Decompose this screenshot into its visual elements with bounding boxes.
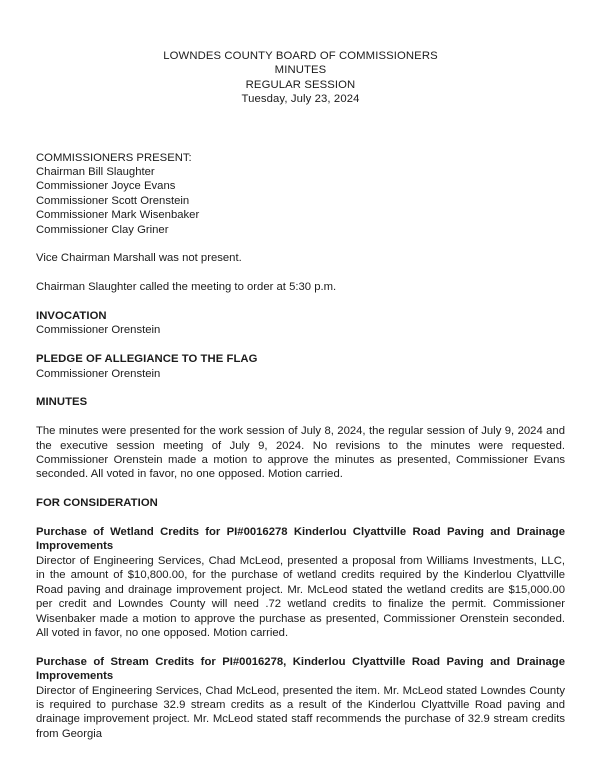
header-line-organization: LOWNDES COUNTY BOARD OF COMMISSIONERS (163, 50, 438, 62)
header-line-session: REGULAR SESSION (245, 78, 356, 91)
pledge-heading: PLEDGE OF ALLEGIANCE TO THE FLAG (36, 353, 258, 366)
consideration-item-title: Purchase of Wetland Credits for PI#0016278 Kinderlou Clyattville Road Paving and Drainage Improvements (36, 526, 565, 553)
attendance-block (36, 151, 565, 237)
minutes-paragraph: The minutes were presented for the work session of July 8, 2024, the regular session of July 9, 2024 and the executive session meeting of July 9, 2024. No revisions to the minutes were requested. Commissioner Orenstein made a motion to approve the minutes as presented, Commissioner Evans seconded. All voted in favor, no one opposed. Motion carried. (36, 425, 565, 481)
consideration-item-body: Director of Engineering Services, Chad McLeod, presented the item. Mr. McLeod stated Lowndes County is required to purchase 32.9 stream credits as a result of the Kinderlou Clyattville Road paving and drainage improvement project. Mr. McLeod stated staff recommends the purchase of 32.9 stream credits from Georgia (36, 684, 565, 740)
attendee-commissioner-orenstein: Commissioner Scott Orenstein (36, 194, 190, 207)
attendance-heading: COMMISSIONERS PRESENT: (36, 151, 192, 164)
for-consideration-heading: FOR CONSIDERATION (36, 497, 158, 510)
attendee-commissioner-evans: Commissioner Joyce Evans (36, 180, 176, 193)
consideration-item-spacer (36, 640, 565, 654)
header-line-doctype: MINUTES (274, 64, 327, 77)
attendee-chairman: Chairman Bill Slaughter (36, 166, 155, 179)
consideration-item-title: Purchase of Stream Credits for PI#0016278, Kinderlou Clyattville Road Paving and Drainage Improvements (36, 655, 565, 683)
minutes-heading: MINUTES (36, 396, 88, 409)
call-to-order-note: Chairman Slaughter called the meeting to order at 5:30 p.m. (36, 281, 337, 294)
header-line-date: Tuesday, July 23, 2024 (241, 93, 360, 106)
document-content (36, 0, 565, 741)
attendee-commissioner-wisenbaker: Commissioner Mark Wisenbaker (36, 209, 200, 222)
invocation-heading: INVOCATION (36, 310, 107, 323)
consideration-item-body: Director of Engineering Services, Chad McLeod, presented a proposal from Williams Investments, LLC, in the amount of $10,800.00, for the purchase of wetland credits required by the Kinderlou Clyattville Road paving and drainage improvement project. Mr. McLeod stated the wetland credits are $15,000.00 per credit and Lowndes County will need .72 wetland credits to finalize the permit. Commissioner Wisenbaker made a motion to approve the purchase as presented, Commissioner Orenstein seconded. All voted in favor, no one opposed. Motion carried. (36, 554, 565, 639)
invocation-person: Commissioner Orenstein (36, 324, 161, 337)
consideration-item-stream-credits (36, 655, 565, 741)
for-consideration-spacer (36, 511, 565, 525)
consideration-item-wetland-credits (36, 525, 565, 640)
pledge-person: Commissioner Orenstein (36, 367, 161, 380)
attendee-commissioner-griner: Commissioner Clay Griner (36, 223, 169, 236)
minutes-spacer (36, 410, 565, 424)
document-header (36, 49, 565, 107)
absent-note: Vice Chairman Marshall was not present. (36, 252, 242, 265)
